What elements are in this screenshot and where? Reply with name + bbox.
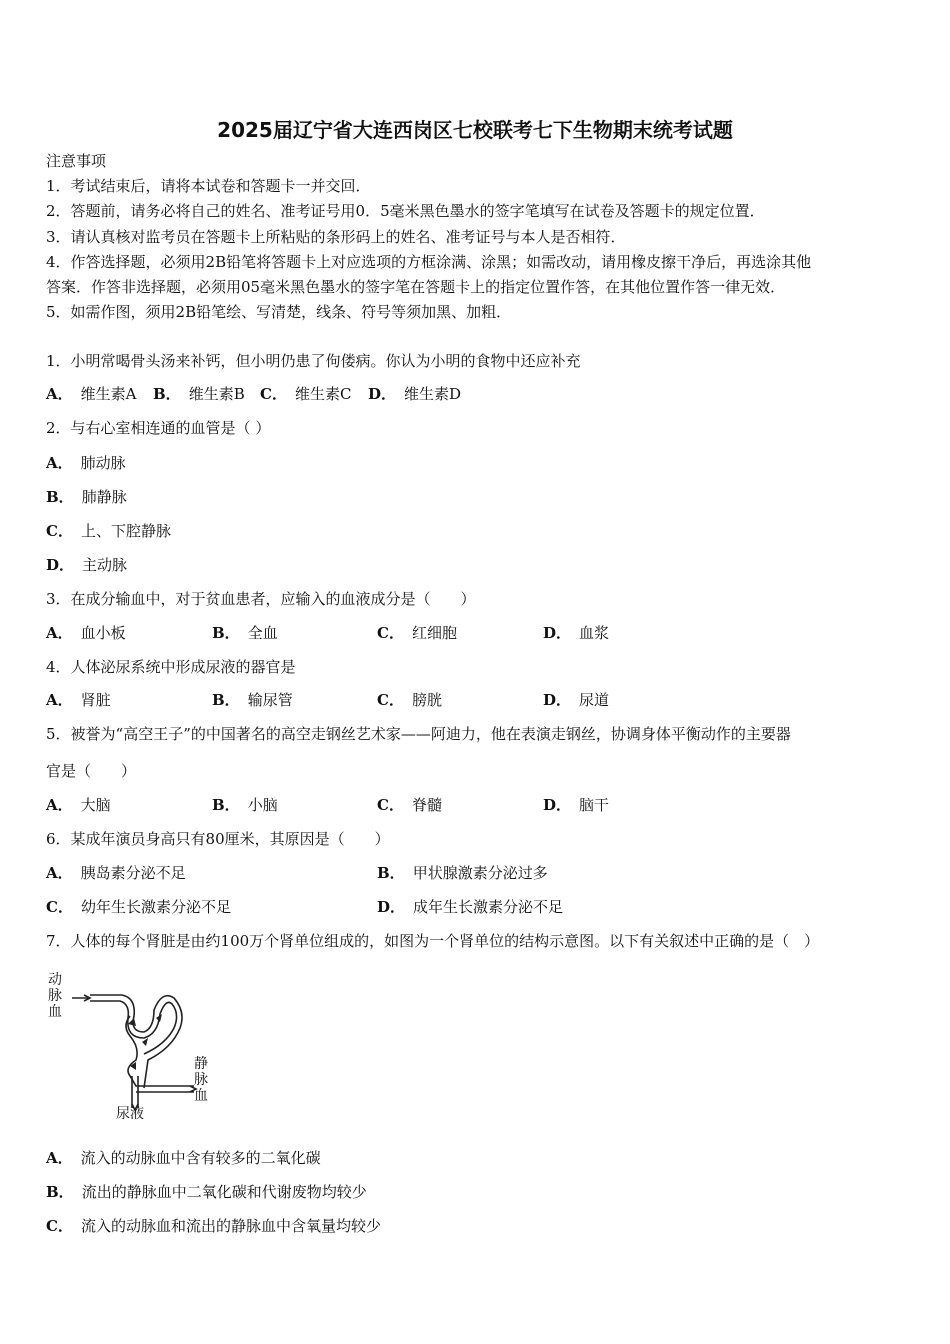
- option: [46, 897, 231, 917]
- option: [377, 795, 442, 815]
- option-key: A．: [46, 1149, 73, 1167]
- option-key: D．: [543, 624, 572, 642]
- option-text: 肺静脉: [81, 488, 127, 506]
- option-text: 维生素C: [294, 385, 352, 403]
- label-venous-blood: 静脉血: [194, 1056, 208, 1104]
- option-key: C．: [46, 898, 73, 916]
- option-key: C．: [377, 796, 404, 814]
- option-key: C．: [377, 624, 404, 642]
- question-stem: 6．某成年演员身高只有80厘米，其原因是（ ）: [46, 830, 390, 848]
- note-line: 4．作答选择题，必须用2B铅笔将答题卡上对应选项的方框涂满、涂黑；如需改动，请用橡皮擦干净后，再选涂其他: [46, 253, 812, 271]
- option-key: D．: [543, 796, 572, 814]
- note-line: 答案．作答非选择题，必须用05毫米黑色墨水的签字笔在答题卡上的指定位置作答，在其他位置作答一律无效．: [46, 278, 786, 296]
- option-key: B．: [377, 864, 405, 882]
- option-key: D．: [543, 691, 572, 709]
- option-text: 脊髓: [411, 796, 442, 814]
- option-text: 胰岛素分泌不足: [80, 864, 186, 882]
- option-key: A．: [46, 624, 73, 642]
- option-key: A．: [46, 796, 73, 814]
- note-line: 3．请认真核对监考员在答题卡上所粘贴的条形码上的姓名、准考证号与本人是否相符．: [46, 228, 626, 246]
- option-text: 流入的动脉血和流出的静脉血中含氧量均较少: [80, 1217, 381, 1235]
- option: [46, 623, 126, 643]
- option-key: D．: [46, 556, 75, 574]
- option-key: A．: [46, 454, 73, 472]
- option: [153, 384, 245, 404]
- option: [212, 690, 293, 710]
- option-text: 甲状腺激素分泌过多: [412, 864, 548, 882]
- note-line: 1．考试结束后，请将本试卷和答题卡一并交回．: [46, 177, 371, 195]
- option-text: 维生素D: [404, 385, 462, 403]
- option-key: D．: [368, 385, 397, 403]
- option: [212, 623, 278, 643]
- option-key: B．: [46, 1183, 74, 1201]
- option-text: 上、下腔静脉: [80, 522, 171, 540]
- option: [212, 795, 278, 815]
- option-key: B．: [212, 796, 240, 814]
- question-stem: 4．人体泌尿系统中形成尿液的器官是: [46, 658, 296, 676]
- option: [543, 795, 609, 815]
- option: [46, 1148, 321, 1168]
- question-stem: 1．小明常喝骨头汤来补钙，但小明仍患了佝偻病。你认为小明的食物中还应补充: [46, 352, 581, 370]
- option: [377, 623, 457, 643]
- option-text: 脑干: [579, 796, 610, 814]
- option-text: 血小板: [80, 624, 126, 642]
- option: [543, 623, 609, 643]
- label-urine: 尿液: [116, 1106, 144, 1122]
- note-line: 5．如需作图，须用2B铅笔绘、写清楚，线条、符号等须加黑、加粗．: [46, 303, 512, 321]
- option: [46, 863, 186, 883]
- option: [46, 690, 111, 710]
- option-text: 流出的静脉血中二氧化碳和代谢废物均较少: [81, 1183, 367, 1201]
- question-stem: 3．在成分输血中，对于贫血患者，应输入的血液成分是（ ）: [46, 590, 476, 608]
- option-text: 大脑: [80, 796, 111, 814]
- option-text: 小脑: [247, 796, 278, 814]
- option-key: D．: [377, 898, 406, 916]
- nephron-diagram: [44, 968, 244, 1128]
- option: [46, 384, 136, 404]
- option-key: C．: [46, 522, 73, 540]
- option-key: B．: [153, 385, 181, 403]
- option-text: 血浆: [579, 624, 610, 642]
- option: [368, 384, 461, 404]
- option: [46, 487, 127, 507]
- option-text: 维生素B: [188, 385, 245, 403]
- option: [46, 795, 111, 815]
- option-key: A．: [46, 385, 73, 403]
- option-key: A．: [46, 864, 73, 882]
- option: [46, 555, 127, 575]
- option-key: B．: [212, 691, 240, 709]
- note-line: 2．答题前，请务必将自己的姓名、准考证号用0．5毫米黑色墨水的签字笔填写在试卷及答题卡的规定位置．: [46, 202, 765, 220]
- option-text: 维生素A: [80, 385, 137, 403]
- option-key: C．: [46, 1217, 73, 1235]
- option-text: 幼年生长激素分泌不足: [80, 898, 231, 916]
- option-key: C．: [260, 385, 287, 403]
- option: [260, 384, 351, 404]
- option-text: 红细胞: [411, 624, 457, 642]
- option: [46, 1182, 367, 1202]
- option-key: A．: [46, 691, 73, 709]
- option-text: 流入的动脉血中含有较多的二氧化碳: [80, 1149, 321, 1167]
- nephron-drawing: [44, 968, 244, 1128]
- notes-heading: 注意事项: [46, 152, 107, 170]
- option: [377, 863, 548, 883]
- label-arterial-blood: 动脉血: [48, 972, 62, 1020]
- option: [46, 453, 126, 473]
- option-key: B．: [46, 488, 74, 506]
- option-text: 成年生长激素分泌不足: [413, 898, 564, 916]
- option: [377, 897, 563, 917]
- option-key: C．: [377, 691, 404, 709]
- option-text: 输尿管: [247, 691, 293, 709]
- option: [543, 690, 609, 710]
- option-text: 肾脏: [80, 691, 111, 709]
- option: [46, 1216, 381, 1236]
- option: [46, 521, 171, 541]
- option: [377, 690, 442, 710]
- option-key: B．: [212, 624, 240, 642]
- question-stem-cont: 官是（ ）: [46, 762, 137, 780]
- option-text: 主动脉: [82, 556, 128, 574]
- question-stem: 7．人体的每个肾脏是由约100万个肾单位组成的，如图为一个肾单位的结构示意图。以下有关叙述中正确的是（ ）: [46, 932, 820, 950]
- option-text: 全血: [247, 624, 278, 642]
- question-stem: 5．被誉为“高空王子”的中国著名的高空走钢丝艺术家——阿迪力，他在表演走钢丝，协调身体平衡动作的主要器: [46, 725, 791, 743]
- option-text: 尿道: [579, 691, 610, 709]
- question-stem: 2．与右心室相连通的血管是（ ）: [46, 419, 271, 437]
- option-text: 肺动脉: [80, 454, 126, 472]
- page-title: 2025届辽宁省大连西岗区七校联考七下生物期末统考试题: [217, 118, 733, 142]
- option-text: 膀胱: [411, 691, 442, 709]
